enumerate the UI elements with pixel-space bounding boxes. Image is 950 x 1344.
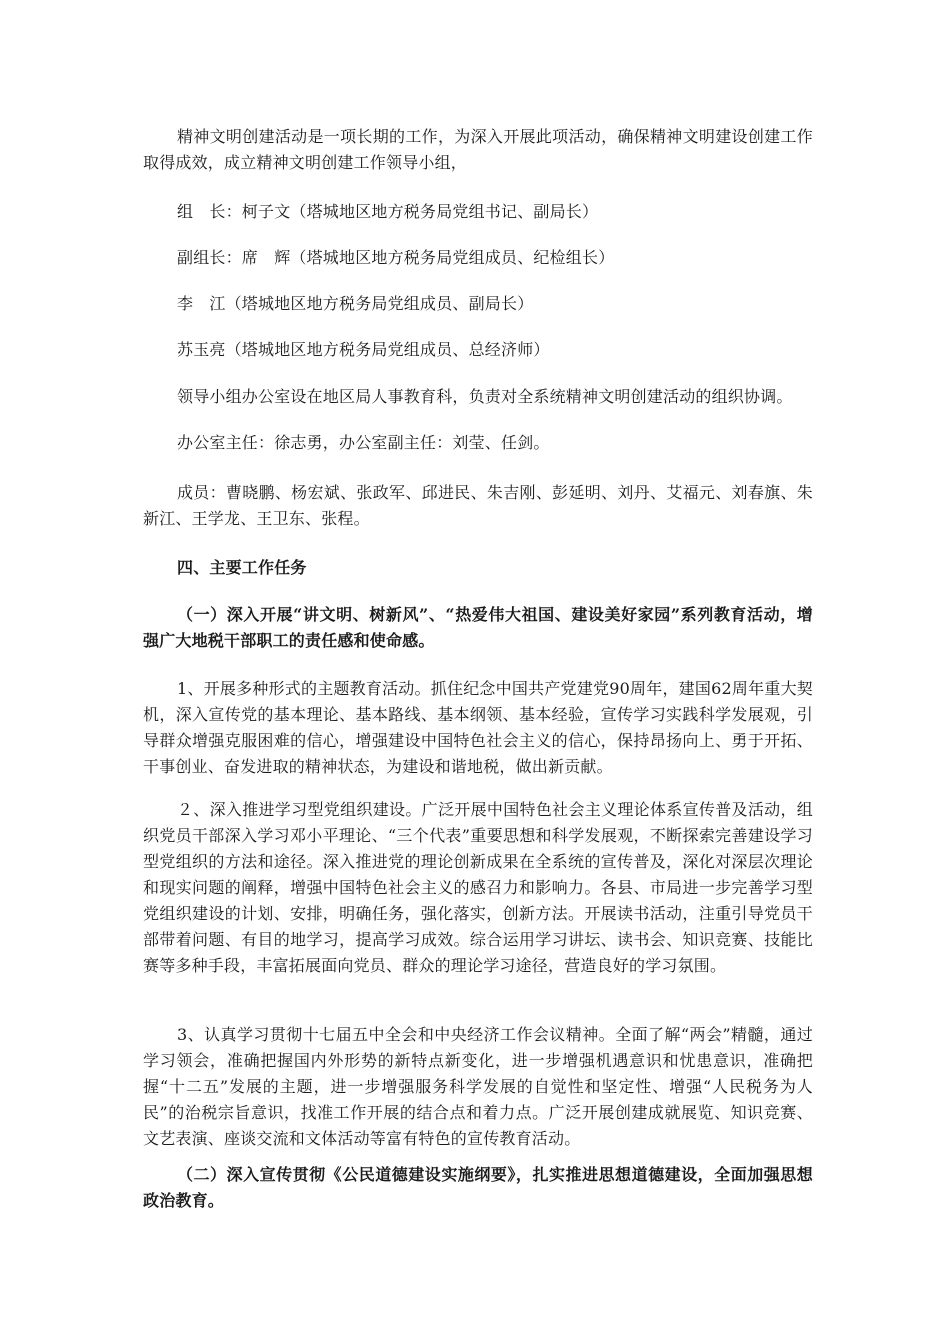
subsection-heading-1: （一）深入开展“讲文明、树新风”、“热爱伟大祖国、建设美好家园”系列教育活动，增强广大地税干部职工的责任感和使命感。 [143,605,813,650]
members-paragraph: 成员：曹晓鹏、杨宏斌、张政军、邱进民、朱吉刚、彭延明、刘丹、艾福元、刘春旗、朱新江、王学龙、王卫东、张程。 [143,483,813,528]
member-su-line: 苏玉亮（塔城地区地方税务局党组成员、总经济师） [177,340,550,359]
item-1-paragraph: 1、开展多种形式的主题教育活动。抓住纪念中国共产党建党90周年，建国62周年重大契机，深入宣传党的基本理论、基本路线、基本纲领、基本经验，宣传学习实践科学发展观，引导群众增强克服困难的信心，增强建设中国特色社会主义的信心，保持昂扬向上、勇于开拓、干事创业、奋发进取的精神状态，为建设和谐地税，做出新贡献。 [143,679,813,776]
deputy-leader-line: 副组长：席 辉（塔城地区地方税务局党组成员、纪检组长） [177,248,615,267]
office-director-line: 办公室主任：徐志勇，办公室副主任：刘莹、任剑。 [177,433,550,452]
intro-paragraph: 精神文明创建活动是一项长期的工作，为深入开展此项活动，确保精神文明建设创建工作取得成效，成立精神文明创建工作领导小组， [143,127,813,172]
subsection-heading-2: （二）深入宣传贯彻《公民道德建设实施纲要》，扎实推进思想道德建设，全面加强思想政治教育。 [143,1165,813,1210]
leader-line: 组 长：柯子文（塔城地区地方税务局党组书记、副局长） [177,202,599,221]
office-paragraph: 领导小组办公室设在地区局人事教育科，负责对全系统精神文明创建活动的组织协调。 [177,387,793,406]
item-3-paragraph: 3、认真学习贯彻十七届五中全会和中央经济工作会议精神。全面了解“两会”精髓，通过学习领会，准确把握国内外形势的新特点新变化，进一步增强机遇意识和忧患意识，准确把握“十二五”发展的主题，进一步增强服务科学发展的自觉性和坚定性、增强“人民税务为人民”的治税宗旨意识，找准工作开展的结合点和着力点。广泛开展创建成就展览、知识竞赛、文艺表演、座谈交流和文体活动等富有特色的宣传教育活动。 [143,1025,813,1148]
member-li-line: 李 江（塔城地区地方税务局党组成员、副局长） [177,294,534,313]
section-heading-4: 四、主要工作任务 [177,558,307,577]
item-2-paragraph: ２、深入推进学习型党组织建设。广泛开展中国特色社会主义理论体系宣传普及活动，组织党员干部深入学习邓小平理论、“三个代表”重要思想和科学发展观，不断探索完善建设学习型党组织的方法和途径。深入推进党的理论创新成果在全系统的宣传普及，深化对深层次理论和现实问题的阐释，增强中国特色社会主义的感召力和影响力。各县、市局进一步完善学习型党组织建设的计划、安排，明确任务，强化落实，创新方法。开展读书活动，注重引导党员干部带着问题、有目的地学习，提高学习成效。综合运用学习讲坛、读书会、知识竞赛、技能比赛等多种手段，丰富拓展面向党员、群众的理论学习途径，营造良好的学习氛围。 [143,800,813,975]
